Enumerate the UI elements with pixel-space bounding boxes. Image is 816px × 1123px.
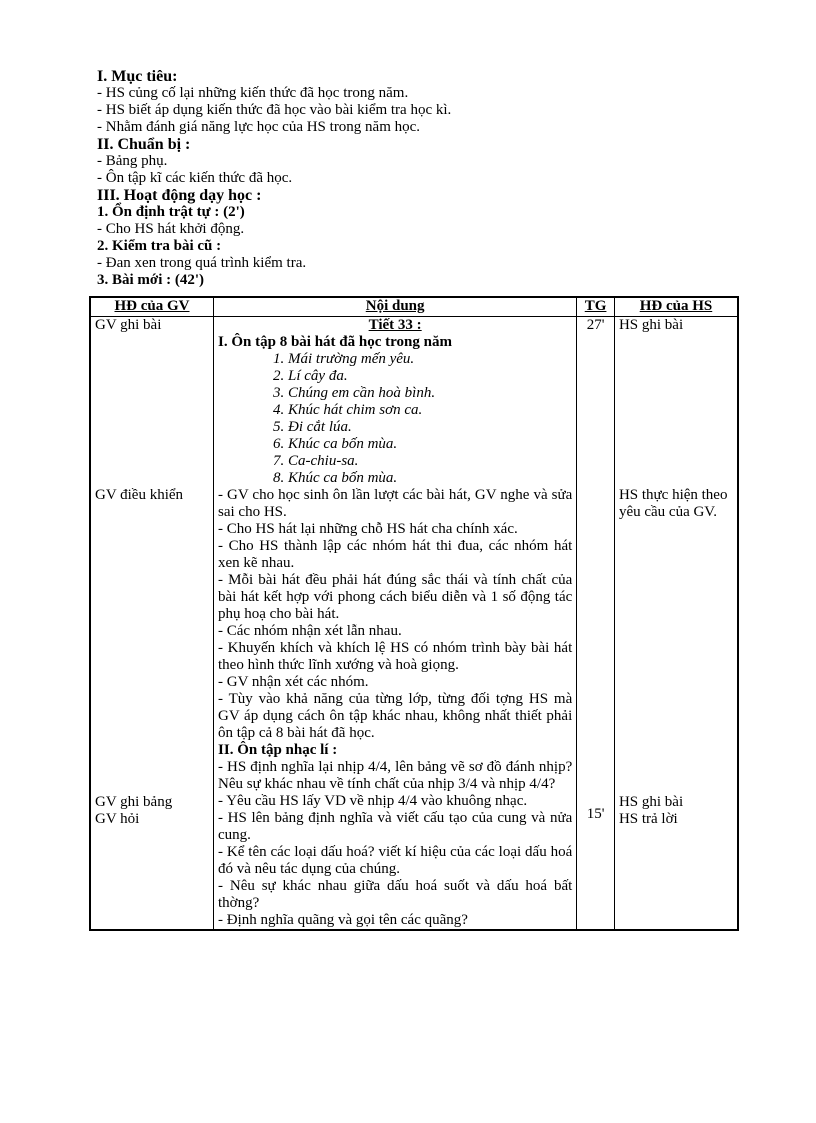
part-title: II. Ôn tập nhạc lí : <box>218 742 338 758</box>
step-line: - Cho HS hát khởi động. <box>97 221 245 237</box>
objective-line: - HS biết áp dụng kiến thức đã học vào bài kiểm tra học kì. <box>97 102 452 118</box>
song-item: 7. Ca-chiu-sa. <box>273 453 359 469</box>
objective-line: - Nhằm đánh giá năng lực học của HS trong năm học. <box>97 119 421 135</box>
student-activity: HS trả lời <box>618 811 678 827</box>
content-cell <box>214 317 577 931</box>
objective-line: - HS củng cố lại những kiến thức đã học trong năm. <box>97 85 409 101</box>
content-line: - Định nghĩa quãng và gọi tên các quãng? <box>218 912 468 928</box>
step-line: - Đan xen trong quá trình kiểm tra. <box>97 255 307 271</box>
part-title: I. Ôn tập 8 bài hát đã học trong năm <box>218 334 452 350</box>
song-item: 4. Khúc hát chim sơn ca. <box>273 402 423 418</box>
song-item: 8. Khúc ca bốn mùa. <box>273 470 398 486</box>
content-line: - Nêu sự khác nhau giữa dấu hoá suốt và dấu hoá bất thờng? <box>218 878 573 911</box>
content-line: - Cho HS hát lại những chỗ HS hát cha chính xác. <box>218 521 518 537</box>
step-title: 1. Ổn định trật tự : (2') <box>97 204 245 220</box>
content-line: - Kể tên các loại dấu hoá? viết kí hiệu của các loại dấu hoá đó và nêu tác dụng của chúng. <box>218 844 573 877</box>
preparation-line: - Bảng phụ. <box>97 153 168 169</box>
content-line: - Tùy vào khả năng của từng lớp, từng đối tợng HS mà GV áp dụng cách ôn tập khác nhau, không nhất thiết phải ôn tập cả 8 bài hát đã học. <box>218 691 573 741</box>
time-value: 27' <box>586 317 605 333</box>
teacher-activity-cell <box>90 317 214 931</box>
song-item: 6. Khúc ca bốn mùa. <box>273 436 398 452</box>
content-line: - HS định nghĩa lại nhịp 4/4, lên bảng vẽ sơ đồ đánh nhịp? Nêu sự khác nhau về tính chất của nhịp 3/4 và nhịp 4/4? <box>218 759 573 792</box>
lesson-table <box>89 296 739 931</box>
header-teacher: HĐ của GV <box>90 297 214 317</box>
table-header-row <box>90 297 738 317</box>
lesson-header <box>97 68 747 289</box>
time-cell <box>577 317 615 931</box>
teacher-activity: GV ghi bảng <box>95 794 173 810</box>
teacher-activity: GV hỏi <box>95 811 140 827</box>
song-item: 2. Lí cây đa. <box>273 368 348 384</box>
content-line: - Mỗi bài hát đều phải hát đúng sắc thái và tính chất của bài hát kết hợp với phong cách biểu diễn và 1 số động tác phụ hoạ cho bài hát. <box>218 572 573 622</box>
content-line: - Yêu cầu HS lấy VD về nhịp 4/4 vào khuông nhạc. <box>218 793 528 809</box>
student-activity: HS ghi bài <box>618 794 684 810</box>
content-line: - Khuyến khích và khích lệ HS có nhóm trình bày bài hát theo hình thức lĩnh xướng và hoà giọng. <box>218 640 573 673</box>
time-value: 15' <box>586 806 605 822</box>
step-title: 3. Bài mới : (42') <box>97 272 205 288</box>
section-title-objectives: I. Mục tiêu: <box>97 68 178 85</box>
content-line: - Cho HS thành lập các nhóm hát thi đua, các nhóm hát xen kẽ nhau. <box>218 538 573 571</box>
content-line: - GV nhận xét các nhóm. <box>218 674 369 690</box>
content-line: - GV cho học sinh ôn lần lượt các bài hát, GV nghe và sửa sai cho HS. <box>218 487 573 520</box>
header-student: HĐ của HS <box>614 297 738 317</box>
song-item: 1. Mái trường mến yêu. <box>273 351 415 367</box>
header-time: TG <box>577 297 615 317</box>
teacher-activity: GV ghi bài <box>95 317 162 333</box>
content-line: - HS lên bảng định nghĩa và viết cấu tạo của cung và nửa cung. <box>218 810 573 843</box>
song-item: 3. Chúng em cần hoà bình. <box>273 385 436 401</box>
header-content: Nội dung <box>214 297 577 317</box>
teacher-activity: GV điều khiển <box>95 487 184 503</box>
content-line: - Các nhóm nhận xét lẫn nhau. <box>218 623 402 639</box>
student-activity-cell <box>614 317 738 931</box>
section-title-preparation: II. Chuẩn bị : <box>97 136 191 153</box>
section-title-activities: III. Hoạt động dạy học : <box>97 187 262 204</box>
lesson-number: Tiết 33 : <box>368 317 422 333</box>
table-row <box>90 317 738 931</box>
preparation-line: - Ôn tập kĩ các kiến thức đã học. <box>97 170 293 186</box>
song-item: 5. Đi cắt lúa. <box>273 419 352 435</box>
student-activity: HS thực hiện theo yêu cầu của GV. <box>618 487 728 520</box>
student-activity: HS ghi bài <box>618 317 684 333</box>
song-list <box>218 351 572 487</box>
step-title: 2. Kiểm tra bài cũ : <box>97 238 222 254</box>
